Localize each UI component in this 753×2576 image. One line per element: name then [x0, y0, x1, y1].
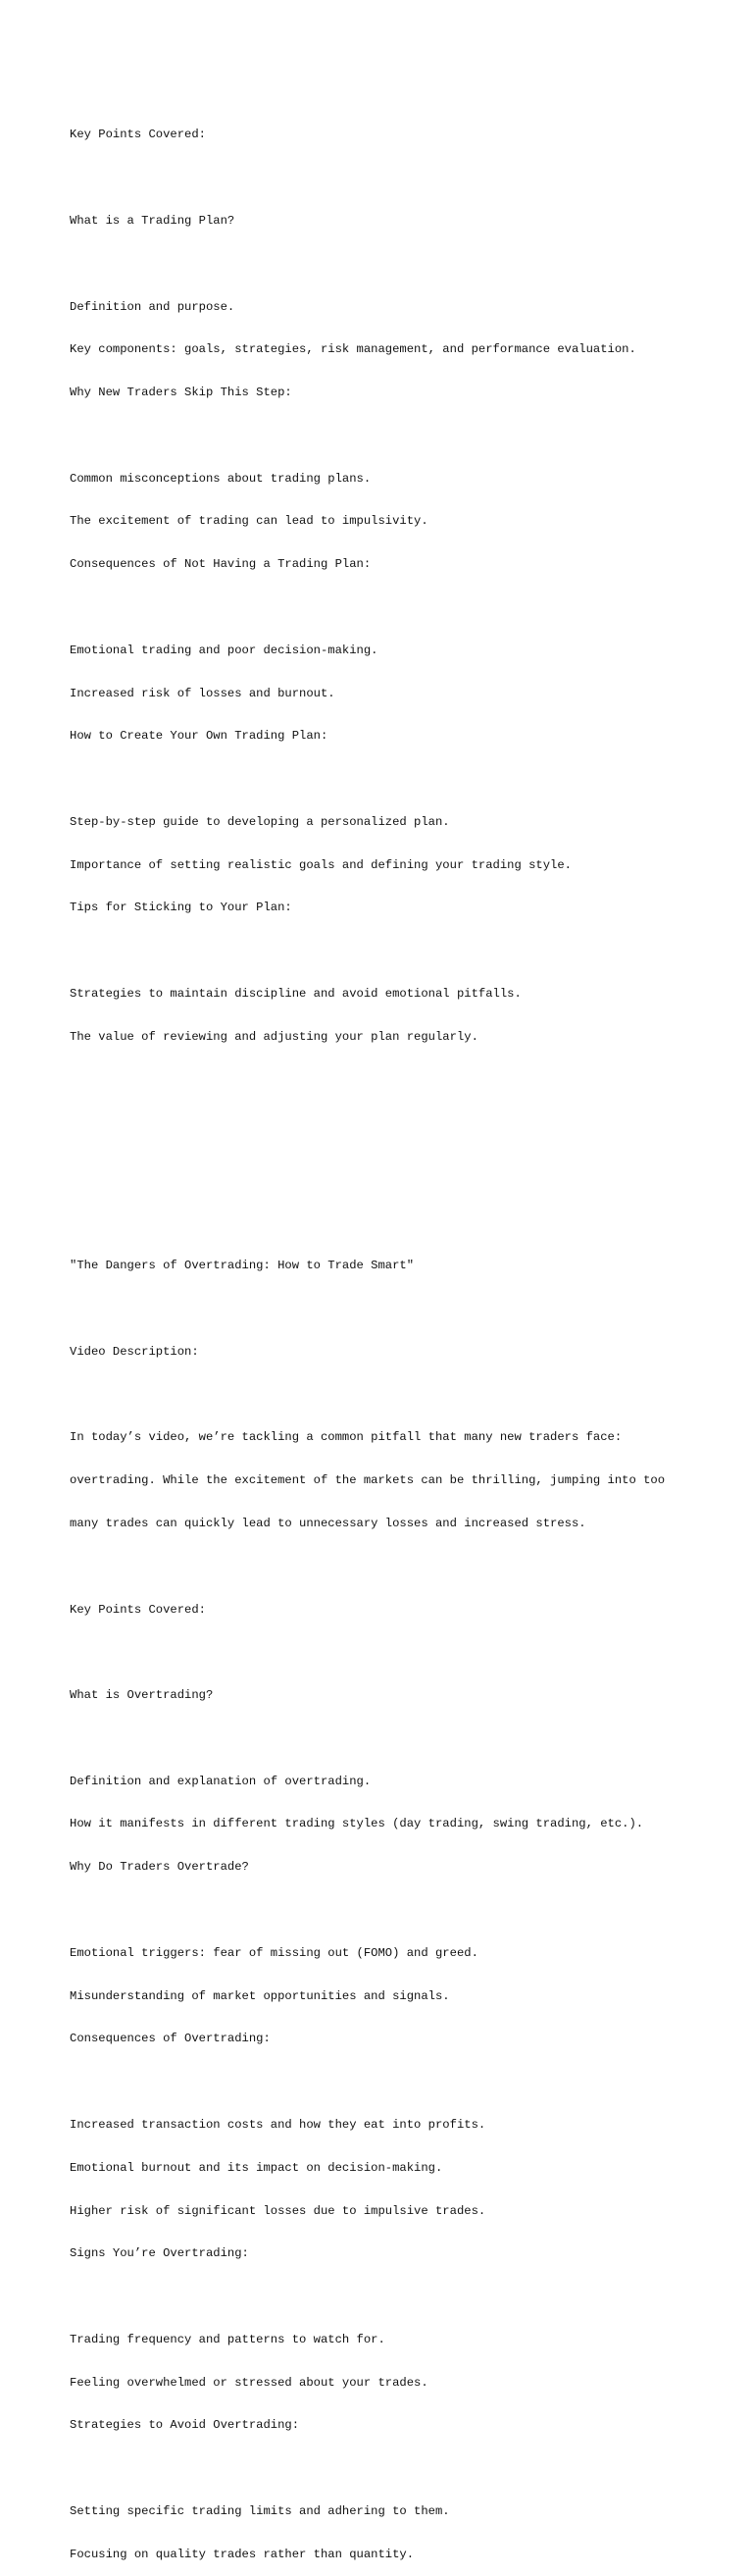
topic-heading: Strategies to Avoid Overtrading: [70, 2418, 300, 2433]
text-line: Importance of setting realistic goals and defining your trading style. [70, 857, 572, 872]
text-line: Increased transaction costs and how they eat into profits. [70, 2117, 486, 2132]
topic-heading: How to Create Your Own Trading Plan: [70, 729, 328, 744]
text-line: Trading frequency and patterns to watch for. [70, 2332, 385, 2346]
topic-heading: Tips for Sticking to Your Plan: [70, 901, 292, 915]
text-line: Higher risk of significant losses due to impulsive trades. [70, 2203, 486, 2218]
topic-heading: What is Overtrading? [70, 1688, 214, 1703]
text-line: Definition and purpose. [70, 299, 235, 314]
key-points-heading: Key Points Covered: [70, 128, 206, 142]
topic-heading: Why Do Traders Overtrade? [70, 1860, 249, 1875]
text-line: Key components: goals, strategies, risk management, and performance evaluation. [70, 342, 636, 357]
text-line: The excitement of trading can lead to impulsivity. [70, 514, 428, 529]
text-line: The value of reviewing and adjusting your plan regularly. [70, 1029, 478, 1044]
document-page [70, 71, 746, 2576]
text-line: Emotional trading and poor decision-making. [70, 643, 378, 657]
topic-heading: Consequences of Overtrading: [70, 2032, 271, 2046]
text-line: Emotional triggers: fear of missing out (FOMO) and greed. [70, 1945, 478, 1960]
topic-heading: What is a Trading Plan? [70, 213, 235, 228]
video-title: "The Dangers of Overtrading: How to Trade Smart" [70, 1259, 415, 1273]
text-line: Emotional burnout and its impact on decision-making. [70, 2160, 443, 2175]
text-line: Focusing on quality trades rather than quantity. [70, 2547, 415, 2561]
topic-heading: Consequences of Not Having a Trading Plan: [70, 557, 372, 572]
topic-heading: Signs You’re Overtrading: [70, 2246, 249, 2261]
description-line: overtrading. While the excitement of the markets can be thrilling, jumping into too [70, 1473, 666, 1488]
key-points-heading: Key Points Covered: [70, 1602, 206, 1617]
topic-heading: Why New Traders Skip This Step: [70, 386, 292, 400]
text-line: Common misconceptions about trading plans. [70, 471, 372, 486]
text-line: Misunderstanding of market opportunities and signals. [70, 1988, 450, 2003]
text-line: Setting specific trading limits and adhering to them. [70, 2503, 450, 2518]
text-line: Strategies to maintain discipline and avoid emotional pitfalls. [70, 987, 522, 1001]
video-description-heading: Video Description: [70, 1344, 199, 1359]
description-line: In today’s video, we’re tackling a common pitfall that many new traders face: [70, 1430, 623, 1445]
text-line: How it manifests in different trading styles (day trading, swing trading, etc.). [70, 1817, 644, 1831]
text-line: Definition and explanation of overtrading. [70, 1774, 372, 1788]
text-line: Increased risk of losses and burnout. [70, 686, 335, 700]
text-line: Step-by-step guide to developing a personalized plan. [70, 814, 450, 829]
description-line: many trades can quickly lead to unnecessary losses and increased stress. [70, 1517, 586, 1530]
text-line: Feeling overwhelmed or stressed about your trades. [70, 2375, 428, 2390]
